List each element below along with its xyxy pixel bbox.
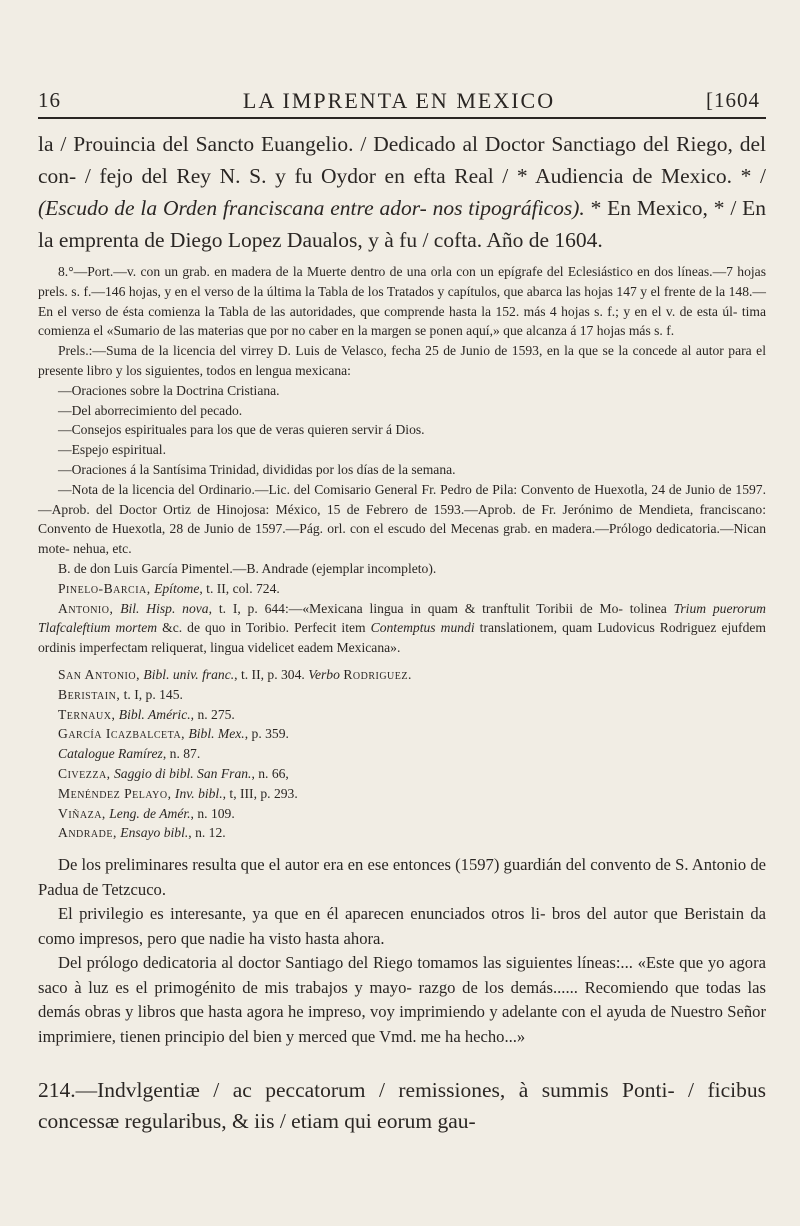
running-title: LA IMPRENTA EN MEXICO xyxy=(242,88,556,113)
page-content xyxy=(38,128,766,1137)
reference-line: García Icazbalceta, Bibl. Mex., p. 359. xyxy=(58,726,289,742)
works-list-item: —Oraciones á la Santísima Trinidad, divididas por los días de la semana. xyxy=(58,461,456,477)
works-list-item: —Espejo espiritual. xyxy=(58,442,166,458)
commentary-paragraph: Del prólogo dedicatoria al doctor Santiago del Riego tomamos las siguientes líneas:... «Este que yo agora saco à luz es el primogénito de mis trabajos y mayo- razgo de los demás...... Recomiendo que todas las demás obras y libros que hasta agora he impreso, voy imprimiendo y adelante con el ayuda de Nuestro Señor imprimiere, tienen principio del bien y merced que Vmd. me ha hecho...» xyxy=(38,953,766,1046)
next-entry-title: 214.—Indvlgentiæ / ac peccatorum / remissiones, à summis Ponti- / ficibus concessæ regularibus, & iis / etiam qui eorum gau- xyxy=(38,1078,766,1134)
reference-line: Civezza, Saggio di bibl. San Fran., n. 66, xyxy=(58,765,289,781)
header-year: [1604 xyxy=(706,88,760,112)
reference-line: Andrade, Ensayo bibl., n. 12. xyxy=(58,825,226,841)
reference-line: Viñaza, Leng. de Amér., n. 109. xyxy=(58,805,235,821)
reference-line: Ternaux, Bibl. Améric., n. 275. xyxy=(58,706,235,722)
works-list-item: —Consejos espirituales para los que de veras quieren servir á Dios. xyxy=(58,422,425,438)
page-number: 16 xyxy=(38,88,61,112)
commentary-paragraph: De los preliminares resulta que el autor era en ese entonces (1597) guardián del convento de S. Antonio de Padua de Tetzcuco. xyxy=(38,855,766,899)
physical-description: 8.°—Port.—v. con un grab. en madera de la Muerte dentro de una orla con un epígrafe del Eclesiástico en dos líneas.—7 hojas prels. s. f.—146 hojas, y en el verso de la última la Tabla de los Tratados y capítulos, que abarca las hojas 147 y el frente de la 148.—En el verso de ésta comienza la Tabla de las autoridades, que comprende hasta la 152. más 4 hojas s. f.; y en el v. de esta úl- tima comienza el «Sumario de las materias que por no caber en la margen se ponen aquí,» que alcanza á 17 hojas más s. f. xyxy=(38,264,766,339)
citation-antonio: Antonio, Bil. Hisp. nova, t. I, p. 644:—«Mexicana lingua in quam & tranftulit Toribii de Mo- tolinea Trium puerorum Tlafcaleftium mortem &c. de quo in Toribio. Perfecit item Contemptus mundi translationem, quam Ludovicus Rodriguez ejufdem ordinis imperfectam reliquerat, lingua videlicet eadem Mexicana». xyxy=(38,600,766,656)
reference-line: San Antonio, Bibl. univ. franc., t. II, p. 304. Verbo Rodriguez. xyxy=(58,666,412,682)
running-header xyxy=(38,80,760,120)
reference-line: Menéndez Pelayo, Inv. bibl., t, III, p. 293. xyxy=(58,785,298,801)
header-rule xyxy=(38,117,766,119)
citation-pinelo: Pinelo-Barcia, Epítome, t. II, col. 724. xyxy=(58,580,280,596)
preliminaries: Prels.:—Suma de la licencia del virrey D. Luis de Velasco, fecha 25 de Junio de 1593, en la que se la concede al autor para el presente libro y los siguientes, todos en lengua mexicana: xyxy=(38,343,766,378)
reference-line: Catalogue Ramírez, n. 87. xyxy=(58,746,201,762)
license-note: —Nota de la licencia del Ordinario.—Lic. del Comisario General Fr. Pedro de Pila: Convento de Huexotla, 24 de Junio de 1597.—Aprob. del Doctor Ortiz de Hinojosa: México, 15 de Febrero de 1593.—Aprob. de Fr. Jerónimo de Mendieta, franciscano: Convento de Huexotla, 28 de Junio de 1597.—Pág. orl. con el escudo del Mecenas grab. en madera.—Prólogo dedicatoria.—Nican mote- nehua, etc. xyxy=(38,481,766,557)
commentary-paragraph: El privilegio es interesante, ya que en él aparecen enunciados otros li- bros del autor que Beristain da como impresos, pero que nadie ha visto hasta ahora. xyxy=(38,904,766,948)
works-list-item: —Del aborrecimiento del pecado. xyxy=(58,402,243,418)
copy-location: B. de don Luis García Pimentel.—B. Andrade (ejemplar incompleto). xyxy=(58,560,437,576)
works-list-item: —Oraciones sobre la Doctrina Cristiana. xyxy=(58,382,280,398)
entry-title: la / Prouincia del Sancto Euangelio. / Dedicado al Doctor Sanctiago del Riego, del con- / fejo del Rey N. S. y fu Oydor en efta Real / * Audiencia de Mexico. * / (Escudo de la Orden franciscana entre ador- nos tipográficos). * En Mexico, * / En la emprenta de Diego Lopez Daualos, y à fu / cofta. Año de 1604. xyxy=(38,132,766,252)
reference-line: Beristain, t. I, p. 145. xyxy=(58,686,183,702)
